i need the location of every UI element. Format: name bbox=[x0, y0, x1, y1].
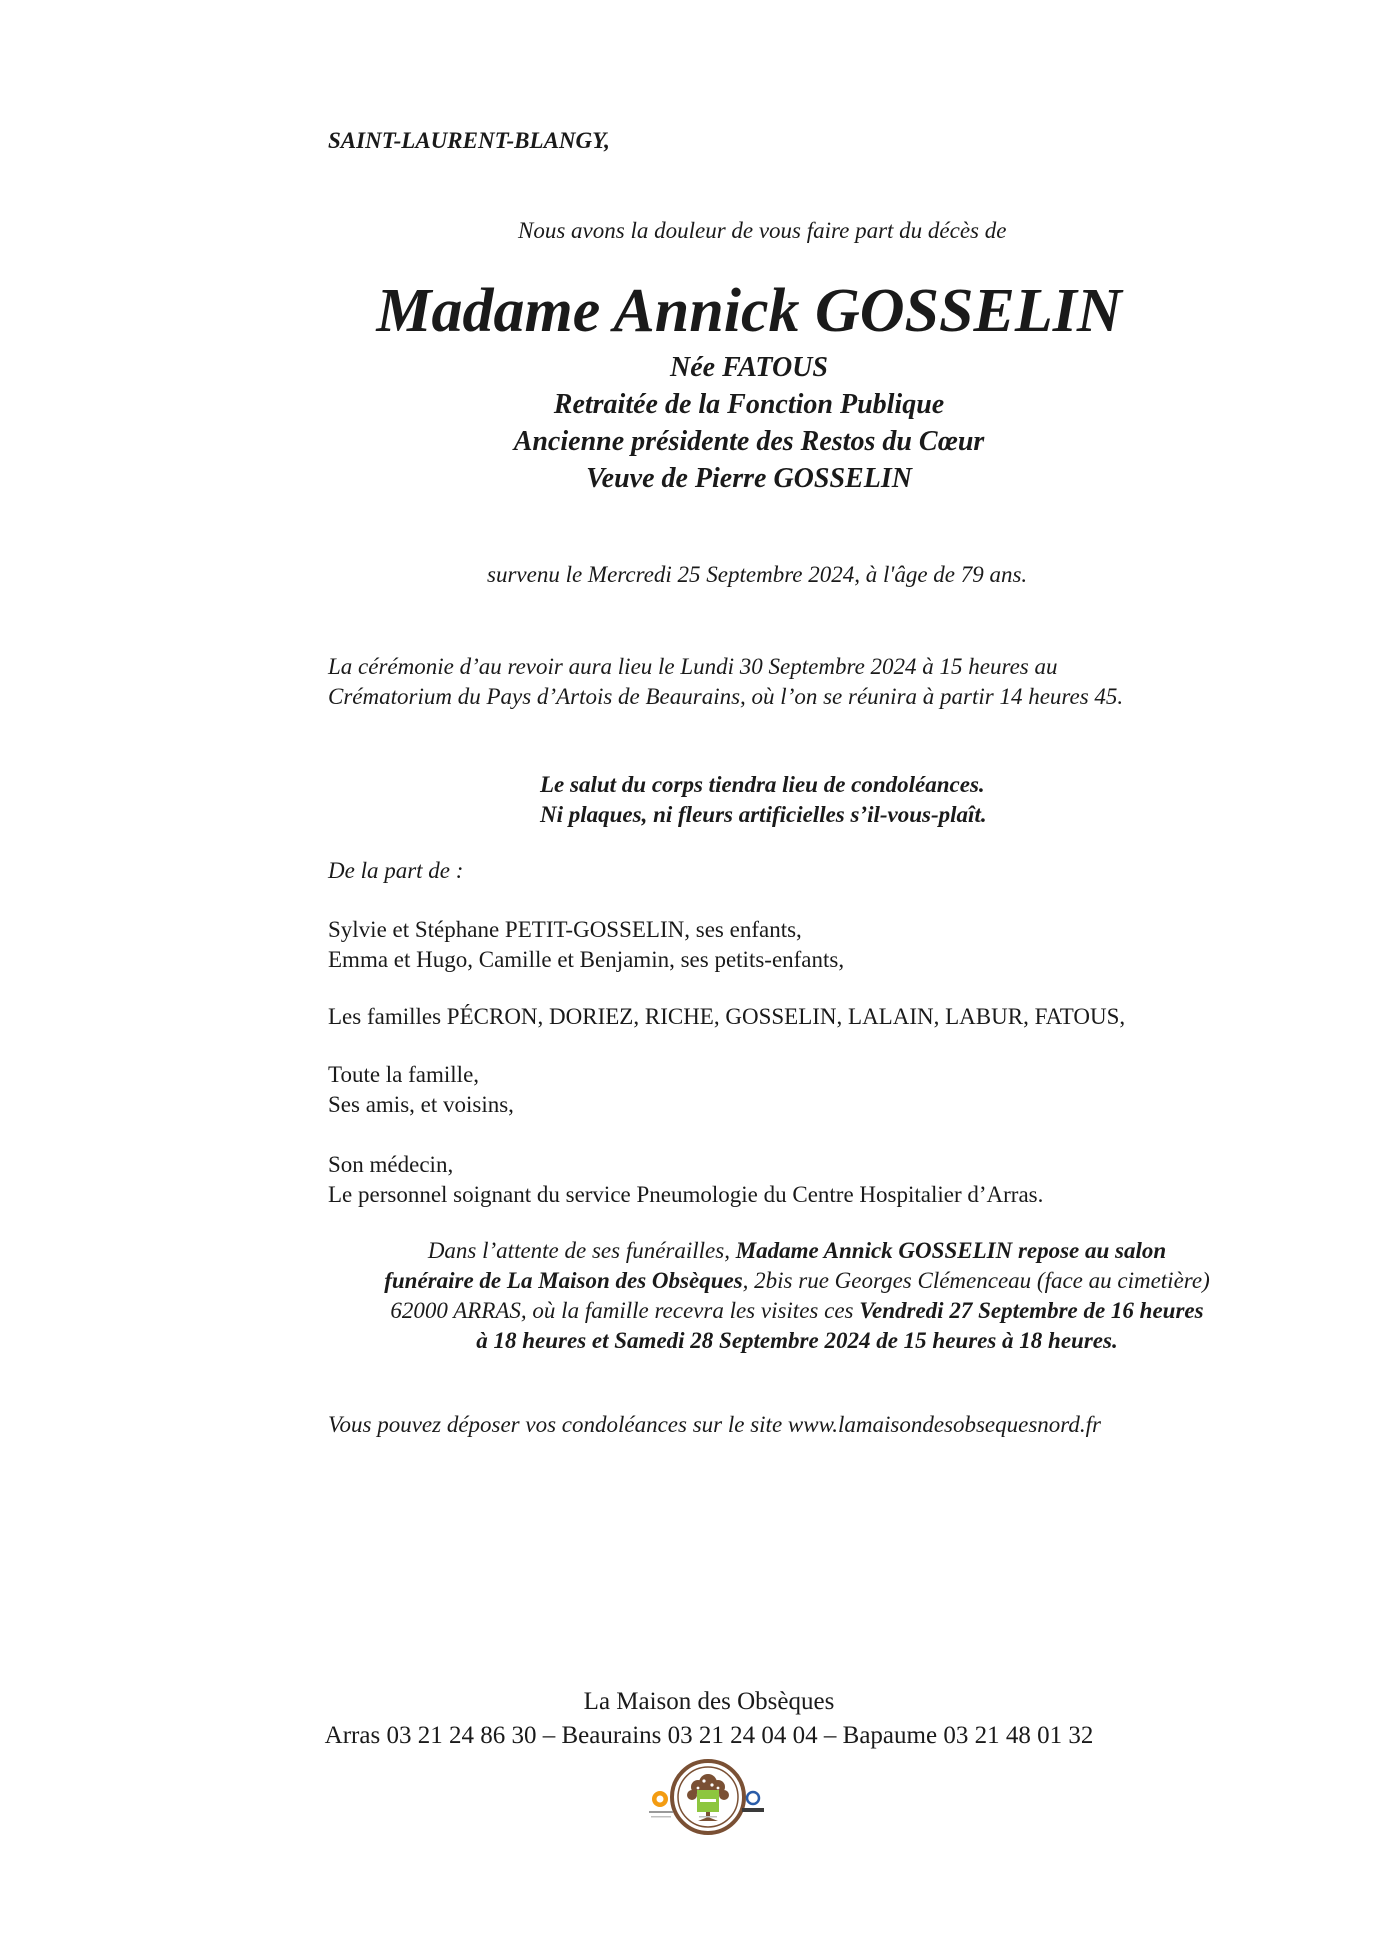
title-line: Veuve de Pierre GOSSELIN bbox=[586, 463, 912, 494]
resting-place-info bbox=[320, 1236, 1274, 1356]
from-label: De la part de : bbox=[328, 858, 464, 883]
resting-text-bold: Vendredi 27 Septembre de 16 heures bbox=[859, 1298, 1204, 1323]
footer-phones: Arras 03 21 24 86 30 – Beaurains 03 21 24 04 04 – Bapaume 03 21 48 01 32 bbox=[324, 1722, 1094, 1749]
family-line: Ses amis, et voisins, bbox=[328, 1092, 514, 1117]
resting-line bbox=[320, 1266, 1274, 1296]
ceremony-info bbox=[328, 652, 1123, 712]
mutac-logo-icon bbox=[742, 1792, 764, 1812]
resting-line: à 18 heures et Samedi 28 Septembre 2024 de 15 heures à 18 heures. bbox=[476, 1328, 1118, 1353]
partner-logos bbox=[645, 1786, 775, 1826]
family-line: Sylvie et Stéphane PETIT-GOSSELIN, ses enfants, bbox=[328, 917, 802, 942]
city-heading: SAINT-LAURENT-BLANGY, bbox=[328, 128, 610, 153]
family-medical bbox=[328, 1150, 1043, 1210]
resting-text: , 2bis rue Georges Clémenceau (face au cimetière) bbox=[742, 1268, 1210, 1293]
ceremony-line: Crématorium du Pays d’Artois de Beaurains, où l’on se réunira à partir 14 heures 45. bbox=[328, 684, 1124, 709]
deceased-titles bbox=[0, 349, 1378, 497]
ceremony-line: La cérémonie d’au revoir aura lieu le Lundi 30 Septembre 2024 à 15 heures au bbox=[328, 654, 1058, 679]
footer-company: La Maison des Obsèques bbox=[583, 1688, 835, 1715]
family-friends bbox=[328, 1060, 514, 1120]
deceased-name: Madame Annick GOSSELIN bbox=[376, 277, 1122, 345]
resting-text: 62000 ARRAS, où la famille recevra les visites ces bbox=[390, 1298, 860, 1323]
note-line: Le salut du corps tiendra lieu de condoléances. bbox=[540, 772, 985, 797]
family-line: Toute la famille, bbox=[328, 1062, 480, 1087]
intro-text: Nous avons la douleur de vous faire part du décès de bbox=[518, 218, 1007, 243]
family-line: Son médecin, bbox=[328, 1152, 454, 1177]
title-line: Retraitée de la Fonction Publique bbox=[553, 389, 945, 420]
family-names bbox=[328, 1002, 1125, 1032]
family-children bbox=[328, 915, 844, 975]
resting-text-bold: Madame Annick GOSSELIN repose au salon bbox=[735, 1238, 1167, 1263]
resting-text: Dans l’attente de ses funérailles, bbox=[427, 1238, 736, 1263]
resting-text-bold: funéraire de La Maison des Obsèques bbox=[384, 1268, 743, 1293]
resting-line bbox=[320, 1296, 1274, 1326]
family-line: Le personnel soignant du service Pneumologie du Centre Hospitalier d’Arras. bbox=[328, 1182, 1044, 1207]
resting-line bbox=[320, 1236, 1274, 1266]
family-line: Emma et Hugo, Camille et Benjamin, ses petits-enfants, bbox=[328, 947, 845, 972]
condolences-note: Vous pouvez déposer vos condoléances sur le site www.lamaisondesobsequesnord.fr bbox=[328, 1412, 1101, 1437]
harmonie-mutuelle-logo-icon bbox=[649, 1791, 673, 1818]
title-line: Née FATOUS bbox=[670, 352, 828, 383]
family-line: Les familles PÉCRON, DORIEZ, RICHE, GOSSELIN, LALAIN, LABUR, FATOUS, bbox=[328, 1004, 1126, 1029]
green-partner-logo-icon bbox=[697, 1790, 719, 1818]
death-notice: survenu le Mercredi 25 Septembre 2024, à l'âge de 79 ans. bbox=[487, 562, 1028, 587]
notes bbox=[540, 770, 987, 830]
note-line: Ni plaques, ni fleurs artificielles s’il-vous-plaît. bbox=[540, 802, 987, 827]
title-line: Ancienne présidente des Restos du Cœur bbox=[513, 426, 985, 457]
